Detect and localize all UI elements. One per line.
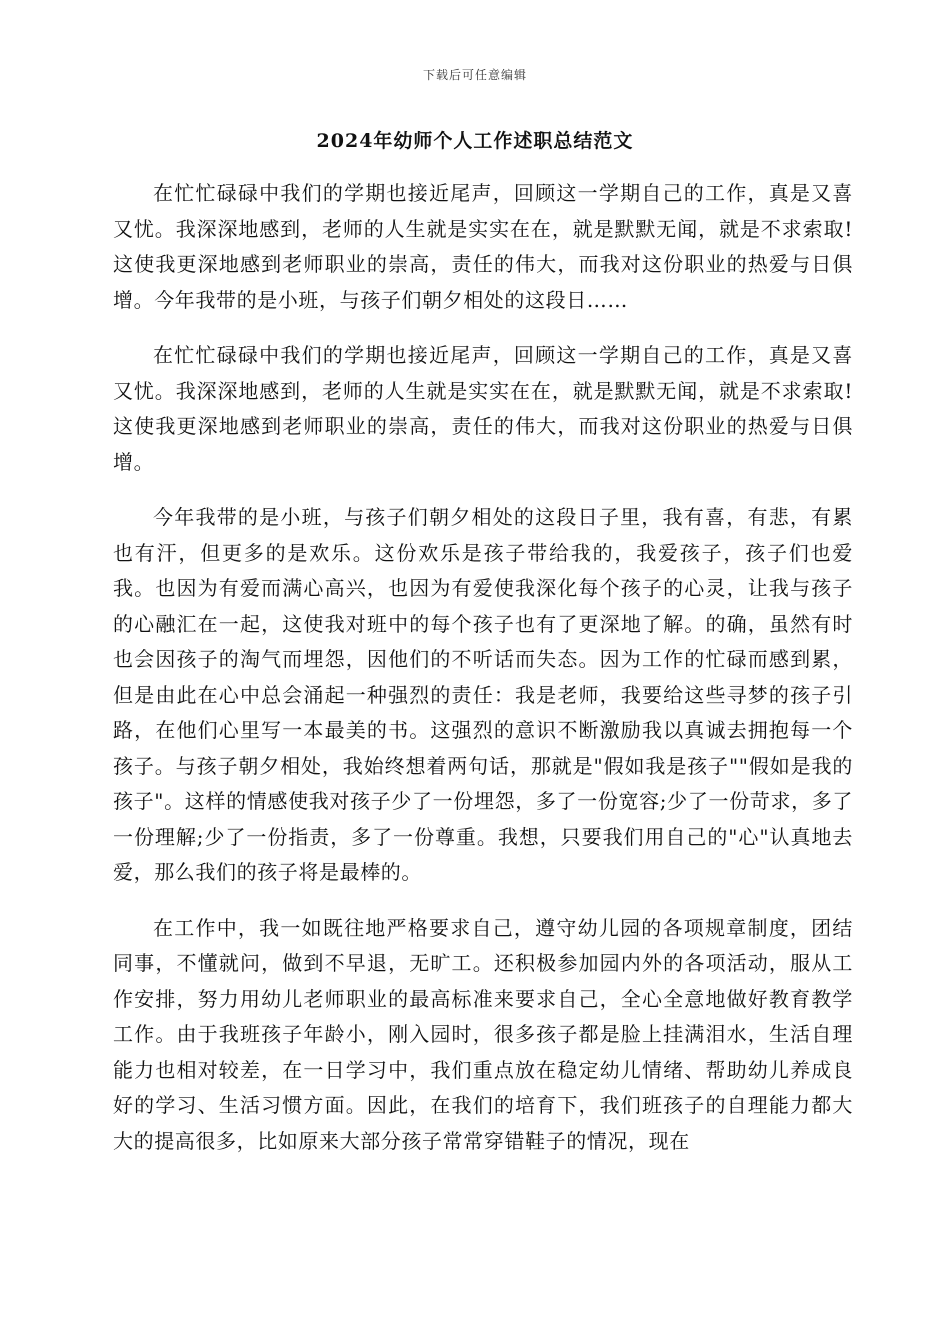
document-body <box>113 176 853 1179</box>
paragraph: 在忙忙碌碌中我们的学期也接近尾声，回顾这一学期自己的工作，真是又喜又忧。我深深地感到，老师的人生就是实实在在，就是默默无闻，就是不求索取!这使我更深地感到老师职业的崇高，责任的伟大，而我对这份职业的热爱与日俱增。今年我带的是小班，与孩子们朝夕相处的这段日…… <box>113 181 853 312</box>
header-note: 下载后可任意编辑 <box>422 68 527 82</box>
paragraph: 在忙忙碌碌中我们的学期也接近尾声，回顾这一学期自己的工作，真是又喜又忧。我深深地感到，老师的人生就是实实在在，就是默默无闻，就是不求索取!这使我更深地感到老师职业的崇高，责任的伟大，而我对这份职业的热爱与日俱增。 <box>113 343 853 474</box>
document-title: 2024年幼师个人工作述职总结范文 <box>316 130 634 152</box>
paragraph: 今年我带的是小班，与孩子们朝夕相处的这段日子里，我有喜，有悲，有累也有汗，但更多的是欢乐。这份欢乐是孩子带给我的，我爱孩子，孩子们也爱我。也因为有爱而满心高兴，也因为有爱使我深化每个孩子的心灵，让我与孩子的心融汇在一起，这使我对班中的每个孩子也有了更深地了解。的确，虽然有时也会因孩子的淘气而埋怨，因他们的不听话而失态。因为工作的忙碌而感到累，但是由此在心中总会涌起一种强烈的责任：我是老师，我要给这些寻梦的孩子引路，在他们心里写一本最美的书。这强烈的意识不断激励我以真诚去拥抱每一个孩子。与孩子朝夕相处，我始终想着两句话，那就是"假如我是孩子""假如是我的孩子"。这样的情感使我对孩子少了一份埋怨，多了一份宽容;少了一份苛求，多了一份理解;少了一份指责，多了一份尊重。我想，只要我们用自己的"心"认真地去爱，那么我们的孩子将是最棒的。 <box>113 505 853 884</box>
paragraph: 在工作中，我一如既往地严格要求自己，遵守幼儿园的各项规章制度，团结同事，不懂就问，做到不早退，无旷工。还积极参加园内外的各项活动，服从工作安排，努力用幼儿老师职业的最高标准来要求自己，全心全意地做好教育教学工作。由于我班孩子年龄小，刚入园时，很多孩子都是脸上挂满泪水，生活自理能力也相对较差，在一日学习中，我们重点放在稳定幼儿情绪、帮助幼儿养成良好的学习、生活习惯方面。因此，在我们的培育下，我们班孩子的自理能力都大大的提高很多，比如原来大部分孩子常常穿错鞋子的情况，现在 <box>113 915 853 1153</box>
